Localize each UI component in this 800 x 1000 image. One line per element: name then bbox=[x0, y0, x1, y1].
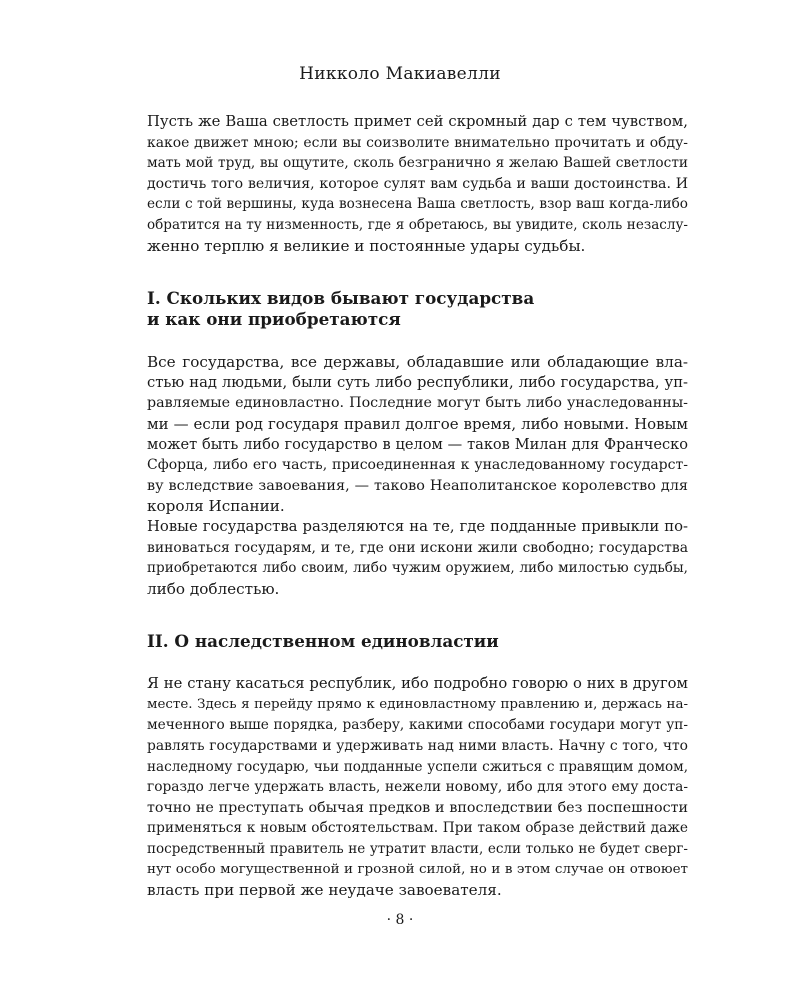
text-line: Сфорца, либо его часть, присоединенная к унаследованному государст- bbox=[147, 457, 688, 474]
text-line: либо доблестью. bbox=[147, 579, 280, 598]
text-line: достичь того величия, которое сулят вам судьба и ваши достоинства. И bbox=[147, 175, 688, 192]
text-line: месте. Здесь я перейду прямо к единовластному правлению и, держась на- bbox=[147, 696, 688, 712]
text-line: применяться к новым обстоятельствам. При таком образе действий даже bbox=[147, 820, 688, 837]
chapter-1-paragraph-1 bbox=[147, 352, 688, 517]
text-line: ми — если род государя правил долгое время, либо новыми. Новым bbox=[147, 414, 688, 433]
chapter-2-paragraph-1 bbox=[147, 674, 688, 901]
page-number: · 8 · bbox=[386, 912, 414, 928]
text-line: равляемые единовластно. Последние могут быть либо унаследованны- bbox=[147, 395, 688, 412]
text-line: гораздо легче удержать власть, нежели новому, ибо для этого ему доста- bbox=[147, 779, 688, 796]
text-line: ву вследствие завоевания, — таково Неаполитанское королевство для bbox=[147, 477, 688, 494]
text-line: нут особо могущественной и грозной силой, но и в этом случае он отвоюет bbox=[147, 861, 688, 877]
chapter-2-title-text: II. О наследственном единовластии bbox=[147, 631, 499, 652]
text-line: равлять государствами и удерживать над ними власть. Начну с того, что bbox=[147, 738, 688, 755]
text-line: наследному государю, чьи подданные успели сжиться с правящим домом, bbox=[147, 758, 688, 775]
page-body bbox=[147, 112, 688, 901]
text-line: может быть либо государство в целом — таков Милан для Франческо bbox=[147, 435, 688, 453]
text-line: виноваться государям, и те, где они искони жили свободно; государства bbox=[147, 539, 688, 556]
text-line: какое движет мною; если вы соизволите внимательно прочитать и обду- bbox=[147, 134, 688, 151]
text-line: Все государства, все державы, обладавшие или обладающие вла- bbox=[147, 353, 688, 372]
text-line: короля Испании. bbox=[147, 497, 285, 516]
intro-paragraph bbox=[147, 112, 688, 256]
text-line: Я не стану касаться республик, ибо подробно говорю о них в другом bbox=[147, 675, 688, 693]
text-line: если с той вершины, куда вознесена Ваша светлость, взор ваш когда-либо bbox=[147, 196, 688, 213]
text-line: Пусть же Ваша светлость примет сей скромный дар с тем чувством, bbox=[147, 113, 688, 130]
text-line: обратится на ту низменность, где я обретаюсь, вы увидите, сколь незаслу- bbox=[147, 216, 688, 233]
text-line: мать мой труд, вы ощутите, сколь безгранично я желаю Вашей светлости bbox=[147, 155, 688, 172]
text-line: Новые государства разделяются на те, где подданные привыкли по- bbox=[147, 517, 688, 535]
text-line: меченного выше порядка, разберу, какими способами государи могут уп- bbox=[147, 717, 688, 734]
text-line: стью над людьми, были суть либо республики, либо государства, уп- bbox=[147, 373, 688, 391]
chapter-1-title-line-1: I. Скольких видов бывают государства bbox=[147, 288, 535, 309]
text-line: власть при первой же неудаче завоевателя. bbox=[147, 881, 502, 900]
chapter-1-title bbox=[147, 288, 688, 330]
chapter-1-title-line-2: и как они приобретаются bbox=[147, 309, 401, 330]
text-line: приобретаются либо своим, либо чужим оружием, либо милостью судьбы, bbox=[147, 560, 688, 577]
chapter-2-title bbox=[147, 631, 688, 652]
chapter-1-paragraph-2 bbox=[147, 517, 688, 599]
text-line: точно не преступать обычая предков и впоследствии без поспешности bbox=[147, 799, 688, 816]
text-line: посредственный правитель не утратит власти, если только не будет сверг- bbox=[147, 841, 688, 858]
text-line: женно терплю я великие и постоянные удары судьбы. bbox=[147, 236, 586, 255]
running-title: Никколо Макиавелли bbox=[299, 64, 501, 84]
